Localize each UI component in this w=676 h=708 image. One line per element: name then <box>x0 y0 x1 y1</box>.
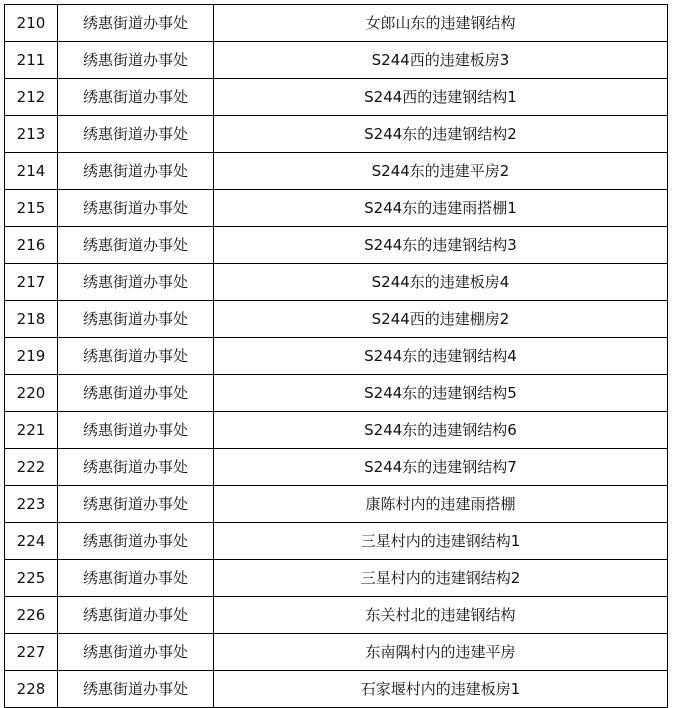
description-cell: S244东的违建钢结构6 <box>214 412 668 449</box>
unit-cell: 绣惠街道办事处 <box>58 338 214 375</box>
row-number-cell: 212 <box>5 79 58 116</box>
unit-cell: 绣惠街道办事处 <box>58 79 214 116</box>
row-number-cell: 225 <box>5 560 58 597</box>
description-cell: S244东的违建钢结构3 <box>214 227 668 264</box>
description-cell: 三星村内的违建钢结构1 <box>214 523 668 560</box>
table-row <box>5 116 668 153</box>
row-number-cell: 219 <box>5 338 58 375</box>
row-number-cell: 215 <box>5 190 58 227</box>
table-row <box>5 42 668 79</box>
row-number-cell: 217 <box>5 264 58 301</box>
table-row <box>5 523 668 560</box>
unit-cell: 绣惠街道办事处 <box>58 301 214 338</box>
description-cell: S244东的违建钢结构4 <box>214 338 668 375</box>
table-row <box>5 560 668 597</box>
violation-table-container <box>4 4 667 708</box>
row-number-cell: 222 <box>5 449 58 486</box>
description-cell: S244东的违建平房2 <box>214 153 668 190</box>
violation-table <box>4 4 668 708</box>
row-number-cell: 223 <box>5 486 58 523</box>
row-number-cell: 220 <box>5 375 58 412</box>
unit-cell: 绣惠街道办事处 <box>58 523 214 560</box>
row-number-cell: 227 <box>5 634 58 671</box>
unit-cell: 绣惠街道办事处 <box>58 412 214 449</box>
table-row <box>5 79 668 116</box>
row-number-cell: 218 <box>5 301 58 338</box>
description-cell: 女郎山东的违建钢结构 <box>214 5 668 42</box>
table-row <box>5 301 668 338</box>
unit-cell: 绣惠街道办事处 <box>58 264 214 301</box>
description-cell: S244东的违建钢结构7 <box>214 449 668 486</box>
unit-cell: 绣惠街道办事处 <box>58 153 214 190</box>
unit-cell: 绣惠街道办事处 <box>58 671 214 708</box>
unit-cell: 绣惠街道办事处 <box>58 116 214 153</box>
row-number-cell: 226 <box>5 597 58 634</box>
description-cell: S244西的违建板房3 <box>214 42 668 79</box>
description-cell: 康陈村内的违建雨搭棚 <box>214 486 668 523</box>
table-row <box>5 486 668 523</box>
table-row <box>5 375 668 412</box>
table-row <box>5 153 668 190</box>
unit-cell: 绣惠街道办事处 <box>58 560 214 597</box>
row-number-cell: 228 <box>5 671 58 708</box>
description-cell: 东关村北的违建钢结构 <box>214 597 668 634</box>
table-body <box>5 5 668 708</box>
table-row <box>5 634 668 671</box>
table-row <box>5 264 668 301</box>
row-number-cell: 216 <box>5 227 58 264</box>
table-row <box>5 449 668 486</box>
description-cell: 东南隅村内的违建平房 <box>214 634 668 671</box>
table-row <box>5 338 668 375</box>
table-row <box>5 227 668 264</box>
unit-cell: 绣惠街道办事处 <box>58 634 214 671</box>
row-number-cell: 213 <box>5 116 58 153</box>
unit-cell: 绣惠街道办事处 <box>58 597 214 634</box>
unit-cell: 绣惠街道办事处 <box>58 42 214 79</box>
unit-cell: 绣惠街道办事处 <box>58 449 214 486</box>
table-row <box>5 597 668 634</box>
table-row <box>5 5 668 42</box>
row-number-cell: 214 <box>5 153 58 190</box>
table-row <box>5 412 668 449</box>
row-number-cell: 224 <box>5 523 58 560</box>
description-cell: 石家堰村内的违建板房1 <box>214 671 668 708</box>
description-cell: S244西的违建棚房2 <box>214 301 668 338</box>
description-cell: 三星村内的违建钢结构2 <box>214 560 668 597</box>
description-cell: S244西的违建钢结构1 <box>214 79 668 116</box>
description-cell: S244东的违建钢结构5 <box>214 375 668 412</box>
row-number-cell: 211 <box>5 42 58 79</box>
unit-cell: 绣惠街道办事处 <box>58 190 214 227</box>
table-row <box>5 190 668 227</box>
row-number-cell: 210 <box>5 5 58 42</box>
description-cell: S244东的违建雨搭棚1 <box>214 190 668 227</box>
description-cell: S244东的违建板房4 <box>214 264 668 301</box>
unit-cell: 绣惠街道办事处 <box>58 227 214 264</box>
description-cell: S244东的违建钢结构2 <box>214 116 668 153</box>
row-number-cell: 221 <box>5 412 58 449</box>
unit-cell: 绣惠街道办事处 <box>58 375 214 412</box>
table-row <box>5 671 668 708</box>
unit-cell: 绣惠街道办事处 <box>58 486 214 523</box>
unit-cell: 绣惠街道办事处 <box>58 5 214 42</box>
